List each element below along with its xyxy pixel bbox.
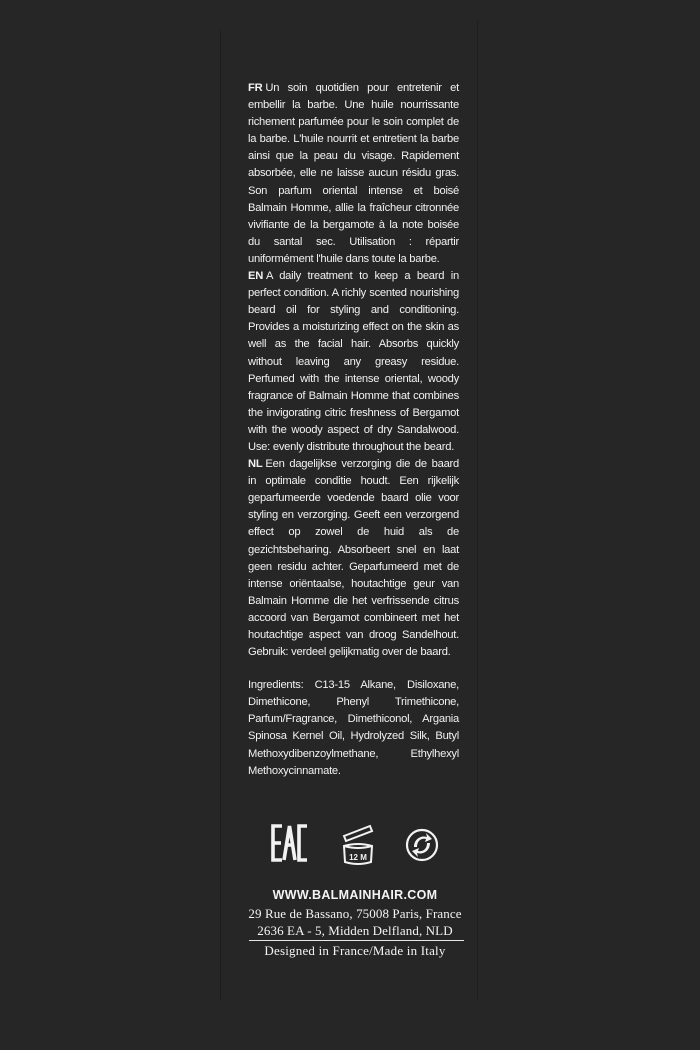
origin-statement: Designed in France/Made in Italy	[264, 943, 446, 958]
regulatory-symbols	[0, 822, 700, 870]
product-description	[248, 80, 459, 780]
english-text: A daily treatment to keep a beard in perfect condition. A richly scented nourishing beard oil for styling and conditioning. Provides a moisturizing effect on the skin as well as the facial hair. Absorbs quickly without leaving any greasy residue. Perfumed with the intense oriental, woody fragrance of Balmain Homme that combines the invigorating citric freshness of Bergamot with the woody aspect of dry Sandalwood. Use: evenly distribute throughout the beard.	[248, 270, 459, 453]
divider	[249, 940, 464, 941]
ingredients-list: Ingredients: C13-15 Alkane, Disiloxane, Dimethicone, Phenyl Trimethicone, Parfum/Fragrance, Dimethiconol, Argania Spinosa Kernel Oil, Hydrolyzed Silk, Butyl Methoxydibenzoylmethane, Ethylhexyl Methoxycinnamate.	[248, 679, 459, 777]
eac-mark-icon	[270, 822, 310, 868]
lang-code-nl: NL	[248, 458, 263, 471]
english-paragraph	[248, 268, 459, 456]
open-jar-icon	[338, 822, 378, 868]
dutch-paragraph	[248, 456, 459, 661]
dutch-text: Een dagelijkse verzorging die de baard in optimale conditie houdt. Een rijkelijk geparfumeerde voedende baard olie voor styling en verzorging. Geeft een verzorgend effect op zowel de huid als de gezichtsbeharing. Absorbeert snel en laat geen residu achter. Geparfumeerd met de intense oriëntaalse, houtachtige geur van Balmain Homme die het verfrissende citrus accoord van Bergamot combineert met het houtachtige aspect van droog Sandelhout. Gebruik: verdeel gelijkmatig over de baard.	[248, 458, 459, 659]
lang-code-fr: FR	[248, 82, 263, 94]
lang-code-en: EN	[248, 270, 264, 283]
pao-label: 12 M	[349, 853, 367, 862]
french-text: Un soin quotidien pour entretenir et embellir la barbe. Une huile nourrissante richement parfumée pour le soin complet de la barbe. L'huile nourrit et entretient la barbe ainsi que la peau du visage. Rapidement absorbée, elle ne laisse aucun résidu gras. Son parfum oriental intense et boisé Balmain Homme, allie la fraîcheur citronnée vivifiante de la bergamote à la note boisée du santal sec. Utilisation : répartir uniformément l'huile dans toute la barbe.	[248, 82, 459, 265]
green-dot-icon	[405, 828, 439, 874]
website-link[interactable]: WWW.BALMAINHAIR.COM	[272, 888, 438, 902]
address-paris: 29 Rue de Bassano, 75008 Paris, France	[248, 906, 462, 921]
address-netherlands: 2636 EA - 5, Midden Delfland, NLD	[257, 923, 453, 938]
french-paragraph	[248, 80, 459, 268]
